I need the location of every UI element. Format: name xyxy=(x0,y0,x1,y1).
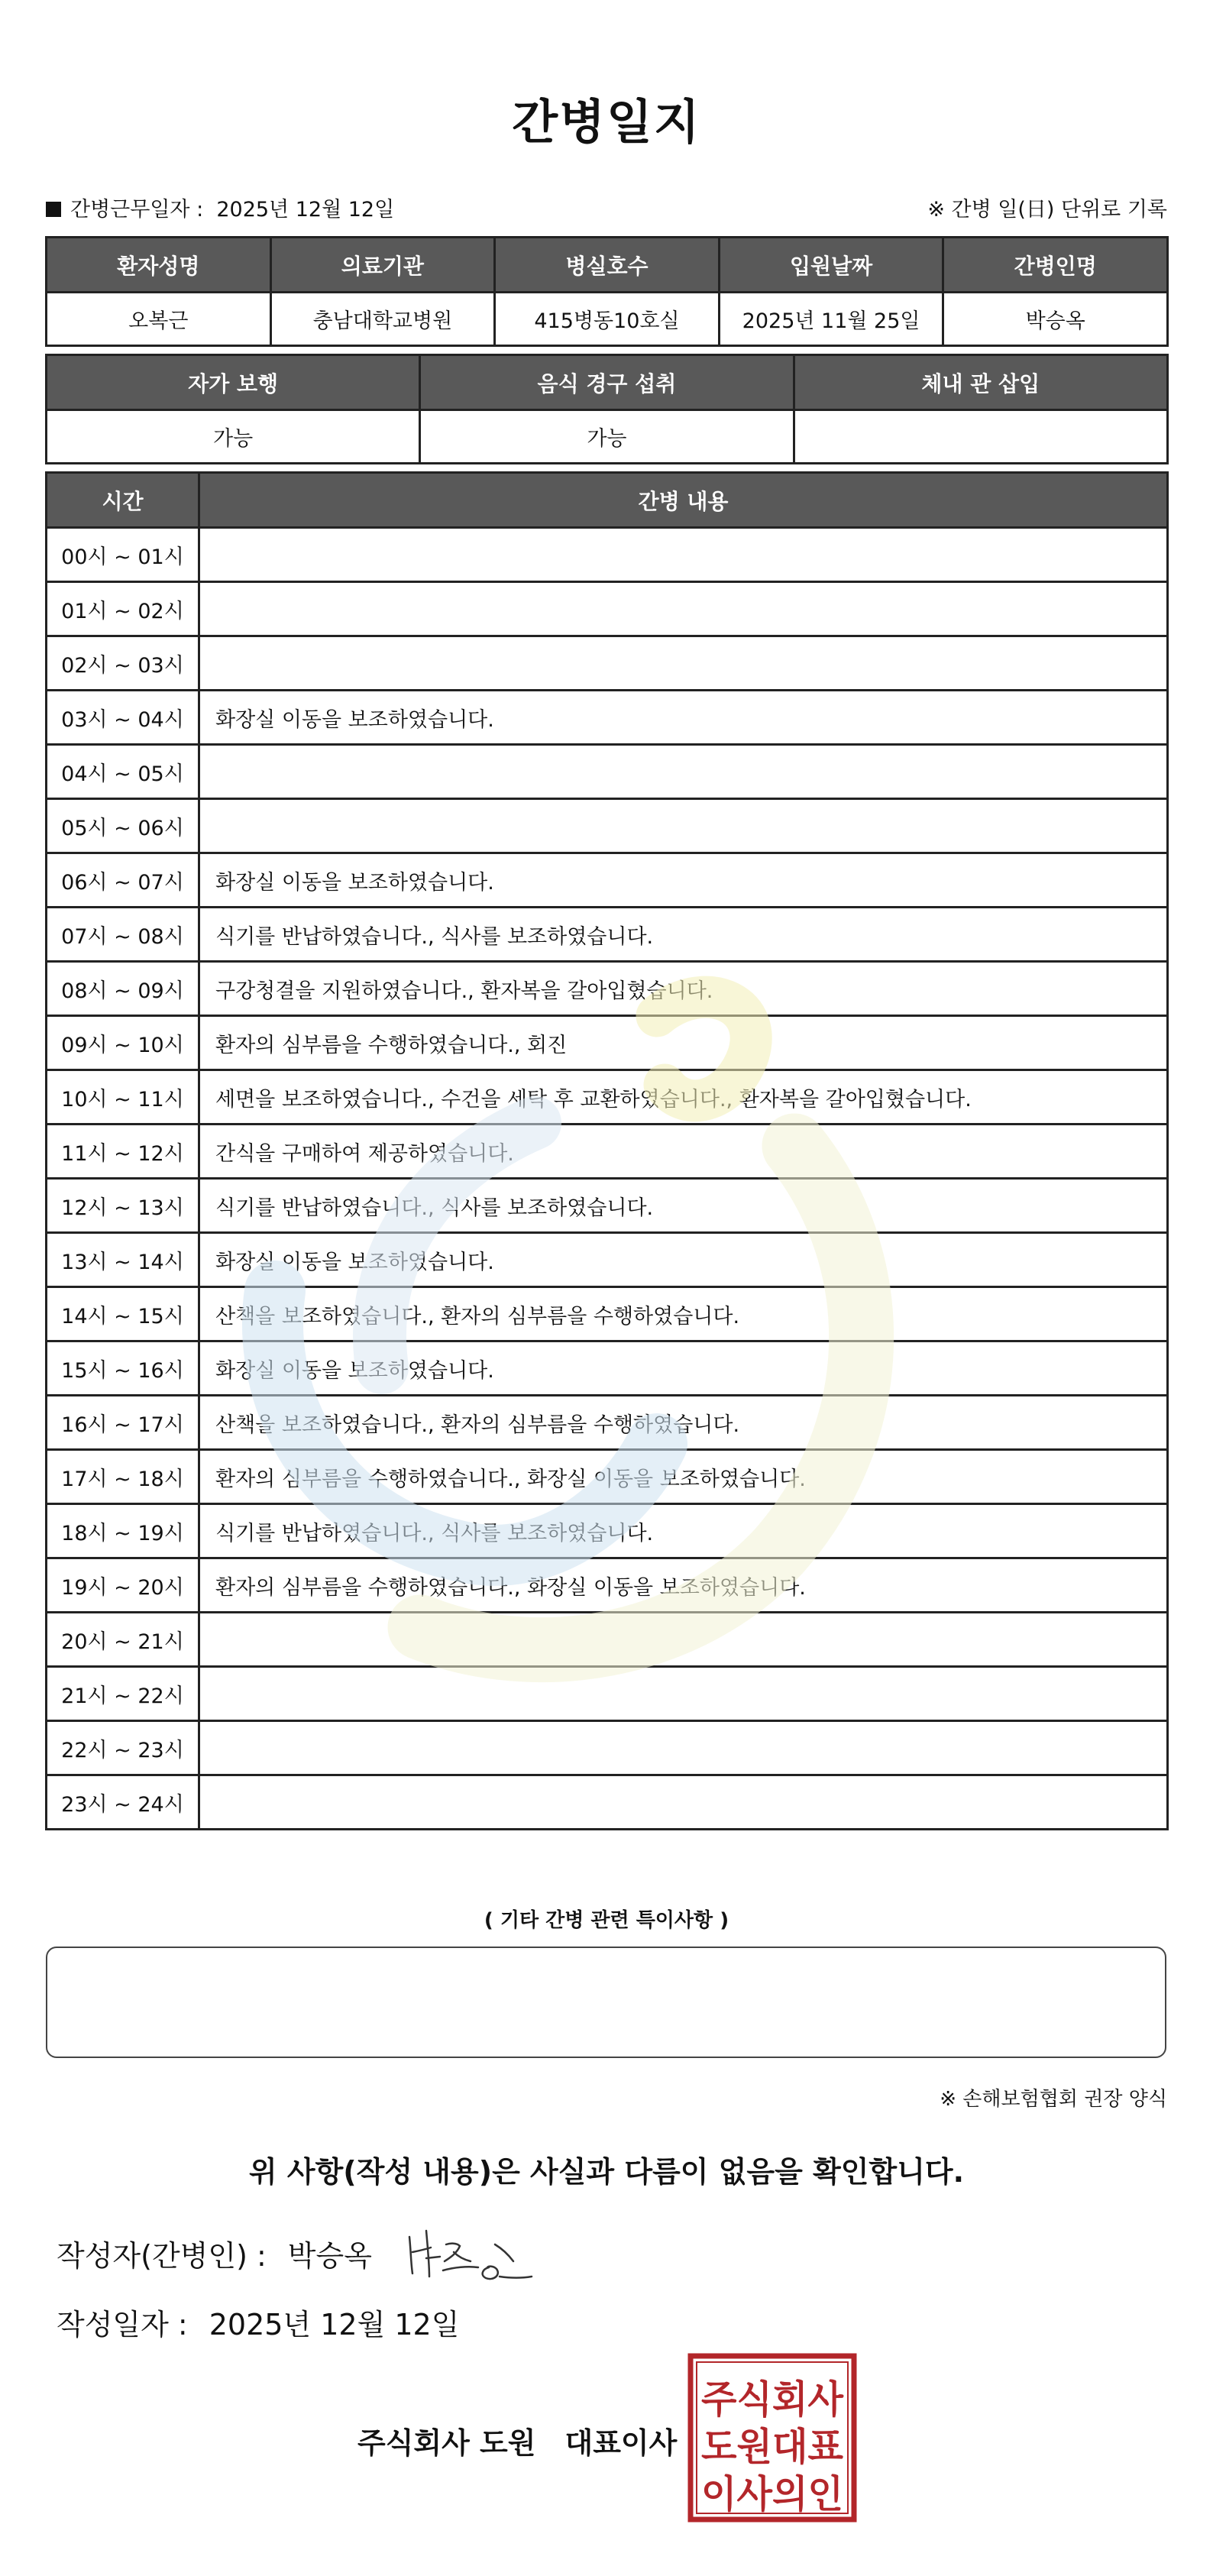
log-row xyxy=(47,636,1168,691)
writer-line xyxy=(57,2232,372,2274)
log-time-cell: 23시 ~ 24시 xyxy=(47,1775,199,1830)
log-row xyxy=(47,1233,1168,1287)
log-row xyxy=(47,908,1168,962)
header-care-content: 간병 내용 xyxy=(199,473,1168,528)
log-content-cell: 식기를 반납하였습니다., 식사를 보조하였습니다. xyxy=(199,1179,1168,1233)
log-content-cell: 화장실 이동을 보조하였습니다. xyxy=(199,1341,1168,1396)
log-time-cell: 04시 ~ 05시 xyxy=(47,745,199,799)
log-content-cell xyxy=(199,1721,1168,1775)
log-time-cell: 14시 ~ 15시 xyxy=(47,1287,199,1341)
log-content-cell xyxy=(199,1613,1168,1667)
log-row xyxy=(47,1613,1168,1667)
log-time-cell: 02시 ~ 03시 xyxy=(47,636,199,691)
patient-info-table xyxy=(45,236,1169,347)
patient-value-row xyxy=(47,293,1168,346)
log-row xyxy=(47,1016,1168,1070)
log-row xyxy=(47,1558,1168,1613)
duty-date-value: 2025년 12월 12일 xyxy=(216,198,395,222)
log-time-cell: 06시 ~ 07시 xyxy=(47,853,199,908)
log-row xyxy=(47,1125,1168,1179)
ability-header-row xyxy=(47,355,1168,410)
header-tube-insertion: 체내 관 삽입 xyxy=(794,355,1167,410)
log-row xyxy=(47,853,1168,908)
writer-name: 박승옥 xyxy=(287,2239,372,2273)
written-date-label: 작성일자 : xyxy=(57,2308,188,2341)
log-time-cell: 10시 ~ 11시 xyxy=(47,1070,199,1125)
log-content-cell: 세면을 보조하였습니다., 수건을 세탁 후 교환하였습니다., 환자복을 갈아입혔습니다. xyxy=(199,1070,1168,1125)
log-content-cell xyxy=(199,582,1168,636)
confirmation-text: 위 사항(작성 내용)은 사실과 다름이 없음을 확인합니다. xyxy=(248,2155,965,2189)
log-row xyxy=(47,528,1168,582)
log-content-cell xyxy=(199,528,1168,582)
log-row xyxy=(47,1396,1168,1450)
patient-name: 오복근 xyxy=(47,293,271,346)
log-header-row xyxy=(47,473,1168,528)
company-representative: 대표이사 xyxy=(564,2426,678,2460)
header-room: 병실호수 xyxy=(495,238,720,293)
log-time-cell: 09시 ~ 10시 xyxy=(47,1016,199,1070)
log-content-cell: 환자의 심부름을 수행하였습니다., 회진 xyxy=(199,1016,1168,1070)
admission-date: 2025년 11월 25일 xyxy=(719,293,943,346)
log-time-cell: 18시 ~ 19시 xyxy=(47,1504,199,1558)
handwritten-signature xyxy=(403,2222,537,2290)
log-time-cell: 12시 ~ 13시 xyxy=(47,1179,199,1233)
log-row xyxy=(47,1504,1168,1558)
seal-stamp-icon xyxy=(687,2353,857,2523)
log-content-cell: 화장실 이동을 보조하였습니다. xyxy=(199,691,1168,745)
log-content-cell xyxy=(199,1775,1168,1830)
log-row xyxy=(47,799,1168,853)
notes-box xyxy=(46,1947,1166,2058)
log-time-cell: 00시 ~ 01시 xyxy=(47,528,199,582)
duty-info-row xyxy=(46,193,1167,223)
log-time-cell: 21시 ~ 22시 xyxy=(47,1667,199,1721)
log-content-cell: 산책을 보조하였습니다., 환자의 심부름을 수행하였습니다. xyxy=(199,1287,1168,1341)
company-seal xyxy=(687,2353,857,2523)
patient-ability-table xyxy=(45,354,1169,464)
caregiver-name: 박승옥 xyxy=(943,293,1168,346)
log-content-cell xyxy=(199,1667,1168,1721)
log-content-cell: 환자의 심부름을 수행하였습니다., 화장실 이동을 보조하였습니다. xyxy=(199,1558,1168,1613)
header-walking: 자가 보행 xyxy=(47,355,420,410)
log-time-cell: 19시 ~ 20시 xyxy=(47,1558,199,1613)
log-time-cell: 22시 ~ 23시 xyxy=(47,1721,199,1775)
header-patient-name: 환자성명 xyxy=(47,238,271,293)
log-content-cell: 구강청결을 지원하였습니다., 환자복을 갈아입혔습니다. xyxy=(199,962,1168,1016)
duty-date-label: 간병근무일자 : xyxy=(70,198,204,222)
log-row xyxy=(47,1341,1168,1396)
hospital-name: 충남대학교병원 xyxy=(270,293,495,346)
oral-intake-value: 가능 xyxy=(420,410,794,464)
header-caregiver-name: 간병인명 xyxy=(943,238,1168,293)
log-content-cell: 화장실 이동을 보조하였습니다. xyxy=(199,1233,1168,1287)
log-content-cell xyxy=(199,799,1168,853)
log-content-cell xyxy=(199,636,1168,691)
log-time-cell: 15시 ~ 16시 xyxy=(47,1341,199,1396)
hourly-care-log-table xyxy=(45,471,1169,1830)
svg-text:주식회사: 주식회사 xyxy=(701,2377,844,2422)
log-content-cell: 식기를 반납하였습니다., 식사를 보조하였습니다. xyxy=(199,908,1168,962)
record-note: ※ 간병 일(日) 단위로 기록 xyxy=(927,198,1167,222)
log-time-cell: 13시 ~ 14시 xyxy=(47,1233,199,1287)
header-oral-intake: 음식 경구 섭취 xyxy=(420,355,794,410)
duty-date xyxy=(46,193,394,222)
svg-text:도원대표: 도원대표 xyxy=(701,2425,844,2469)
log-time-cell: 20시 ~ 21시 xyxy=(47,1613,199,1667)
log-row xyxy=(47,1721,1168,1775)
log-row xyxy=(47,745,1168,799)
log-content-cell: 화장실 이동을 보조하였습니다. xyxy=(199,853,1168,908)
notes-title: ( 기타 간병 관련 특이사항 ) xyxy=(484,1909,729,1932)
log-body xyxy=(47,473,1168,1830)
walking-value: 가능 xyxy=(47,410,420,464)
written-date-value: 2025년 12월 12일 xyxy=(209,2308,460,2341)
log-time-cell: 01시 ~ 02시 xyxy=(47,582,199,636)
log-time-cell: 05시 ~ 06시 xyxy=(47,799,199,853)
log-row xyxy=(47,962,1168,1016)
header-hospital: 의료기관 xyxy=(270,238,495,293)
ability-value-row xyxy=(47,410,1168,464)
log-content-cell: 환자의 심부름을 수행하였습니다., 화장실 이동을 보조하였습니다. xyxy=(199,1450,1168,1504)
written-date-line xyxy=(57,2301,459,2343)
log-content-cell xyxy=(199,745,1168,799)
log-time-cell: 11시 ~ 12시 xyxy=(47,1125,199,1179)
log-row xyxy=(47,582,1168,636)
log-time-cell: 08시 ~ 09시 xyxy=(47,962,199,1016)
log-row xyxy=(47,1775,1168,1830)
log-row xyxy=(47,1179,1168,1233)
log-row xyxy=(47,1070,1168,1125)
log-row xyxy=(47,1667,1168,1721)
log-content-cell: 식기를 반납하였습니다., 식사를 보조하였습니다. xyxy=(199,1504,1168,1558)
log-time-cell: 16시 ~ 17시 xyxy=(47,1396,199,1450)
log-row xyxy=(47,1287,1168,1341)
log-row xyxy=(47,691,1168,745)
square-bullet-icon xyxy=(46,202,61,217)
tube-insertion-value xyxy=(794,410,1167,464)
log-time-cell: 17시 ~ 18시 xyxy=(47,1450,199,1504)
room-number: 415병동10호실 xyxy=(495,293,720,346)
svg-text:이사의인: 이사의인 xyxy=(701,2472,843,2516)
document-title: 간병일지 xyxy=(512,94,701,150)
company-line xyxy=(357,2419,677,2461)
log-time-cell: 07시 ~ 08시 xyxy=(47,908,199,962)
header-admission-date: 입원날짜 xyxy=(719,238,943,293)
writer-label: 작성자(간병인) : xyxy=(57,2239,267,2273)
header-time: 시간 xyxy=(47,473,199,528)
log-time-cell: 03시 ~ 04시 xyxy=(47,691,199,745)
patient-header-row xyxy=(47,238,1168,293)
log-content-cell: 산책을 보조하였습니다., 환자의 심부름을 수행하였습니다. xyxy=(199,1396,1168,1450)
log-content-cell: 간식을 구매하여 제공하였습니다. xyxy=(199,1125,1168,1179)
log-row xyxy=(47,1450,1168,1504)
recommend-note: ※ 손해보험협회 권장 양식 xyxy=(940,2088,1167,2111)
company-name: 주식회사 도원 xyxy=(357,2426,536,2460)
